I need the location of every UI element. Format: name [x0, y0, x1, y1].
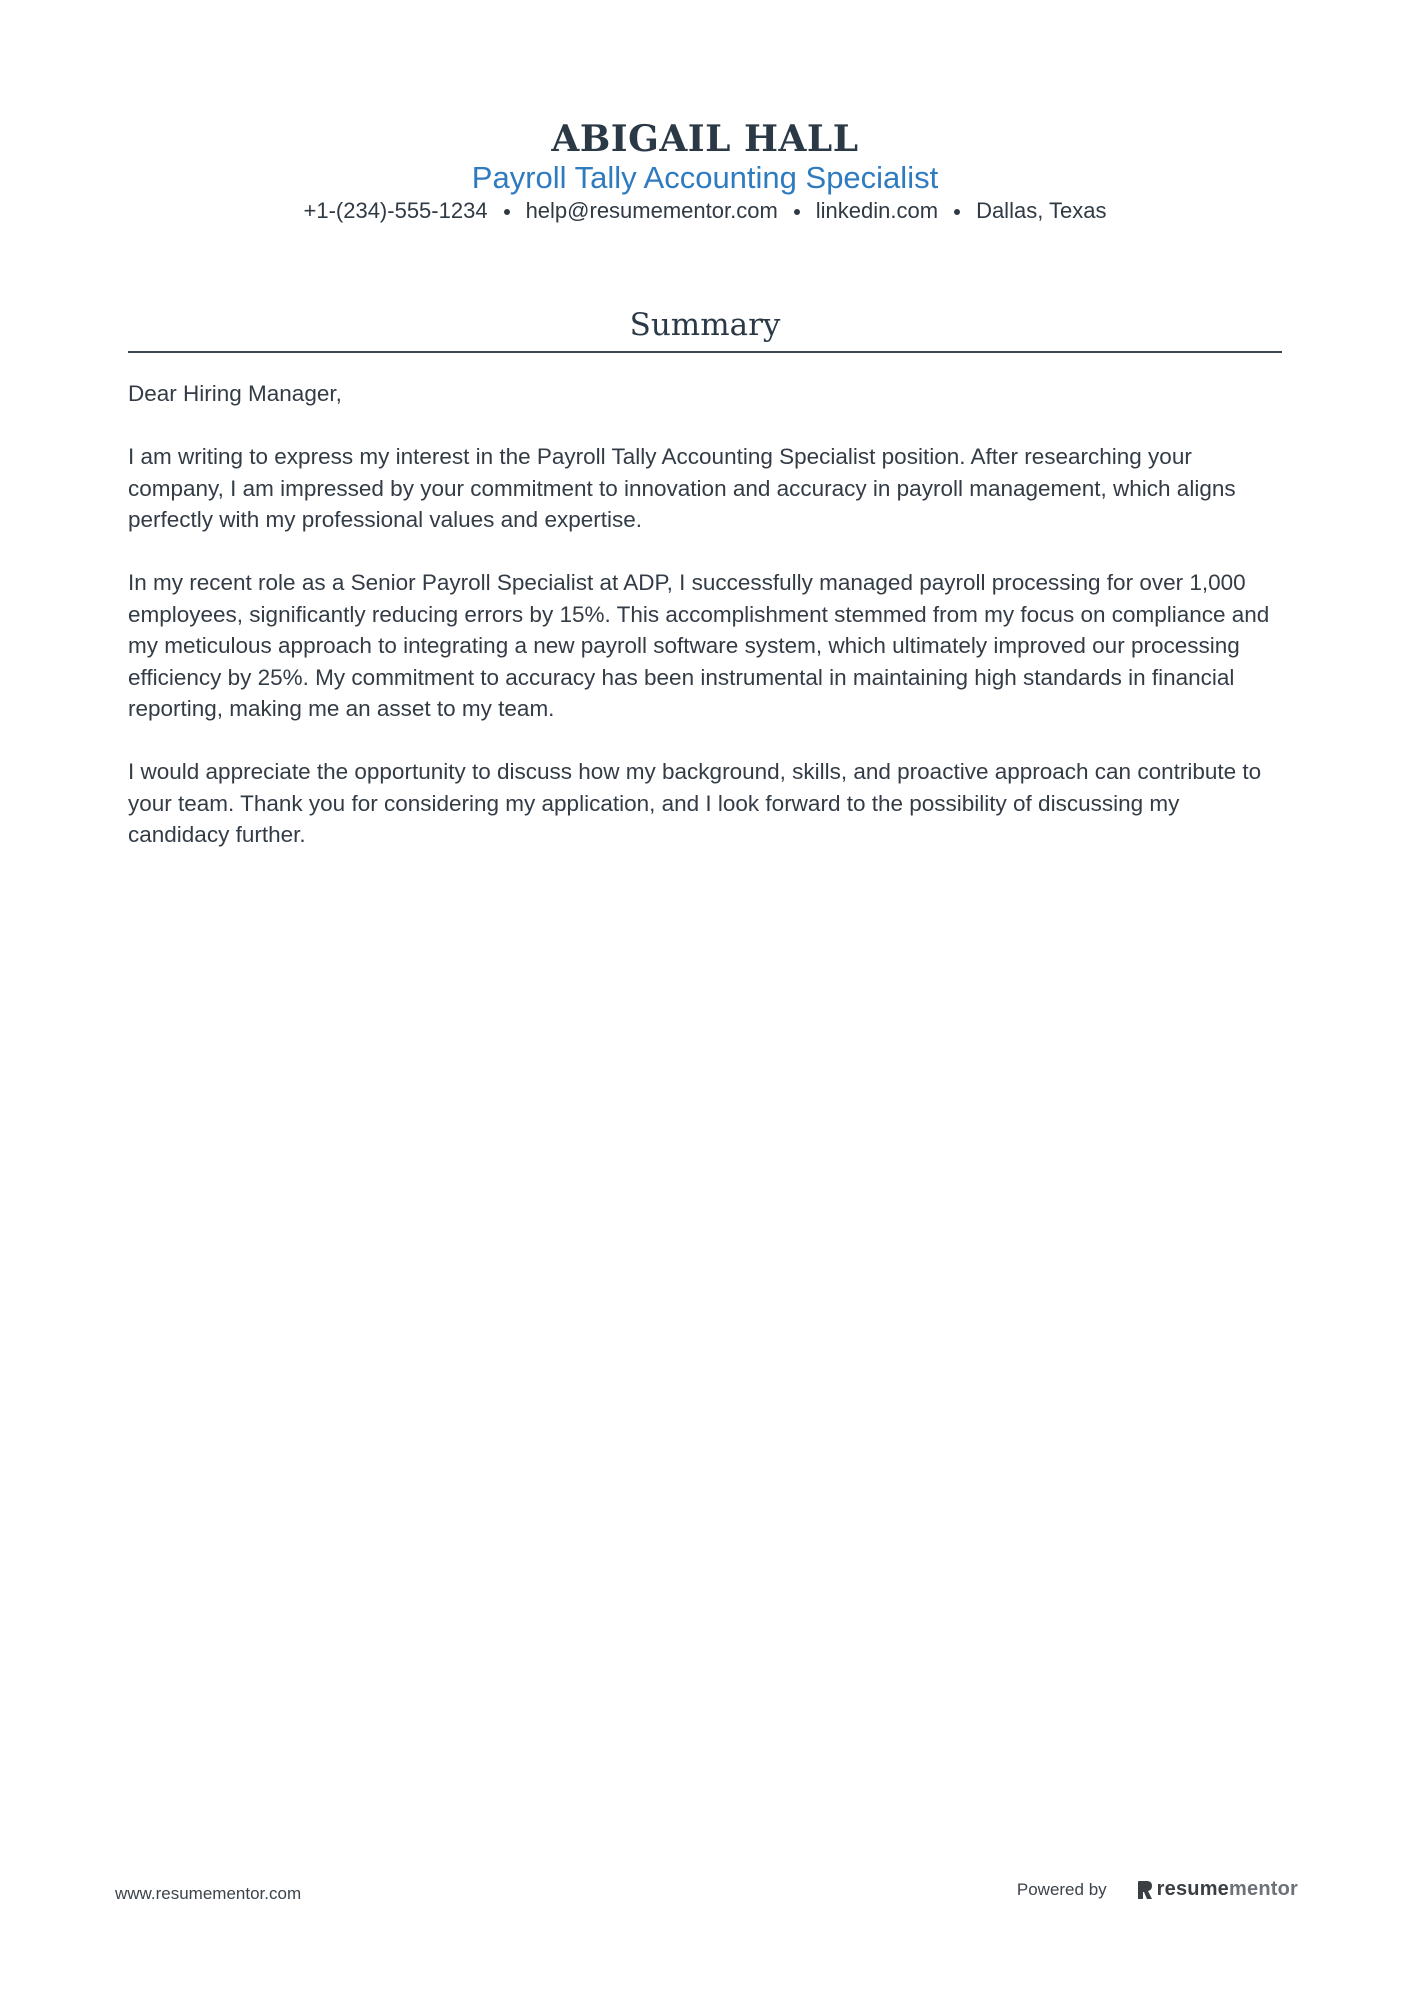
bullet-separator	[504, 209, 510, 215]
bullet-separator	[794, 209, 800, 215]
paragraph-3: I would appreciate the opportunity to discuss how my background, skills, and proactive approach can contribute to your team. Thank you for considering my application, and I look forward to the possibility of discussing my candidacy further.	[128, 759, 1262, 847]
paragraph-1: I am writing to express my interest in the Payroll Tally Accounting Specialist position. After researching your company, I am impressed by your commitment to innovation and accuracy in payroll management, which aligns perfectly with my professional values and expertise.	[128, 444, 1236, 532]
contact-phone[interactable]: +1-(234)-555-1234	[303, 198, 488, 223]
section-divider	[128, 351, 1282, 353]
candidate-name: ABIGAIL HALL	[551, 118, 859, 160]
contact-line	[0, 197, 1410, 225]
logo-text-strong: resume	[1156, 1878, 1230, 1900]
paragraph-2: In my recent role as a Senior Payroll Specialist at ADP, I successfully managed payroll processing for over 1,000 employees, significantly reducing errors by 15%. This accomplishment stemmed from my focus on compliance and my meticulous approach to integrating a new payroll software system, which ultimately improved our processing efficiency by 25%. My commitment to accuracy has been instrumental in maintaining high standards in financial reporting, making me an asset to my team.	[128, 570, 1270, 721]
footer-branding	[1017, 1878, 1298, 1901]
bullet-separator	[954, 209, 960, 215]
footer-website[interactable]: www.resumementor.com	[115, 1884, 302, 1903]
powered-by-label: Powered by	[1016, 1879, 1107, 1899]
greeting: Dear Hiring Manager,	[128, 381, 342, 406]
logo-text-light: mentor	[1229, 1878, 1298, 1900]
contact-email[interactable]: help@resumementor.com	[525, 198, 778, 223]
job-title: Payroll Tally Accounting Specialist	[471, 160, 939, 195]
resumementor-logo-icon	[1137, 1880, 1153, 1900]
contact-linkedin[interactable]: linkedin.com	[815, 198, 939, 223]
letter-body	[128, 378, 1282, 882]
section-title-summary: Summary	[629, 307, 781, 343]
header	[0, 115, 1410, 225]
contact-location: Dallas, Texas	[976, 198, 1107, 223]
resumementor-logo[interactable]	[1137, 1878, 1298, 1901]
